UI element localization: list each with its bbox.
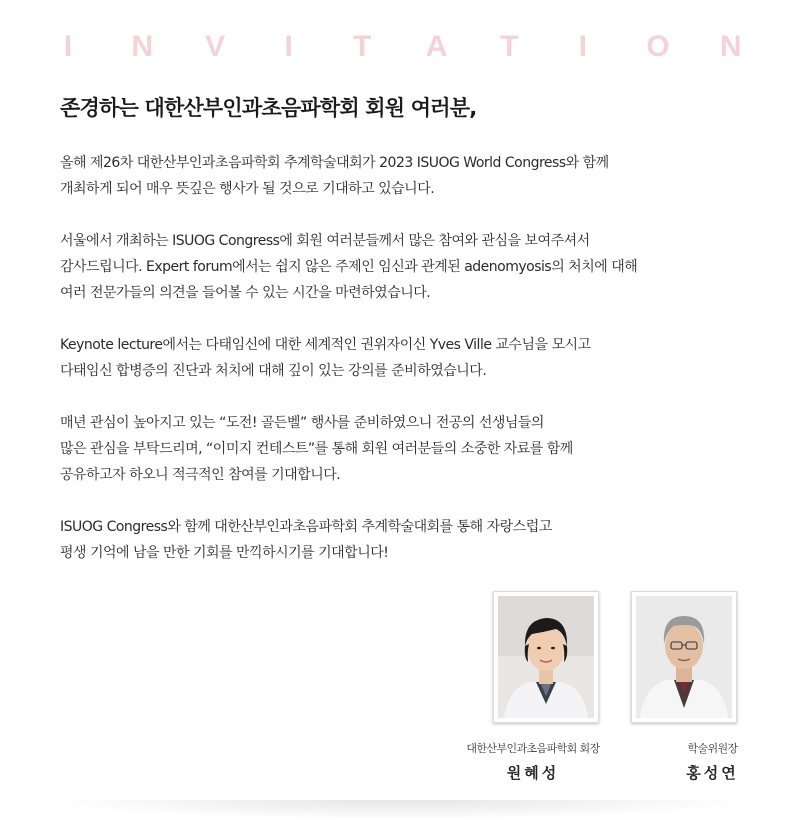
heading-letter: N [131,30,154,63]
text-line: 매년 관심이 높아지고 있는 “도전! 골든벨” 행사를 준비하였으니 전공의 선생님들의 [60,415,544,431]
portrait-image [636,596,732,718]
heading-letter: O [646,30,670,63]
paragraph [60,410,760,488]
paragraph [60,514,760,566]
invitation-heading [58,30,740,64]
heading-letter: I [578,30,587,63]
text-line: 평생 기억에 남을 만한 기회를 만끽하시기를 기대합니다! [60,545,389,561]
signatory-role: 학술위원장 [687,742,738,755]
text-line: 많은 관심을 부탁드리며, “이미지 컨테스트”를 통해 회원 여러분들의 소중한 자료를 함께 [60,441,573,457]
heading-letter: I [284,30,293,63]
heading-letter: N [719,30,742,63]
greeting-heading: 존경하는 대한산부인과초음파학회 회원 여러분, [60,96,477,120]
text-line: 개최하게 되어 매우 뜻깊은 행사가 될 것으로 기대하고 있습니다. [60,181,435,197]
letter-body [60,150,760,592]
text-line: 여러 전문가들의 의견을 들어볼 수 있는 시간을 마련하였습니다. [60,285,431,301]
committee-chair-caption [640,740,785,783]
bottom-shadow [40,800,760,820]
paragraph [60,150,760,202]
text-line: ISUOG Congress와 함께 대한산부인과초음파학회 추계학술대회를 통해 자랑스럽고 [60,519,552,535]
text-line: 서울에서 개최하는 ISUOG Congress에 회원 여러분들께서 많은 참여와 관심을 보여주셔서 [60,233,590,249]
committee-chair-photo [631,591,737,723]
paragraph [60,228,760,306]
president-caption [448,740,618,783]
heading-letter: T [353,30,372,63]
heading-letter: I [63,30,73,63]
heading-letter: T [500,30,519,63]
text-line: 감사드립니다. Expert forum에서는 쉽지 않은 주제인 임신과 관계된 adenomyosis의 처치에 대해 [60,259,638,275]
paragraph [60,332,760,384]
text-line: 다태임신 합병증의 진단과 처치에 대해 깊이 있는 강의를 준비하였습니다. [60,363,487,379]
text-line: Keynote lecture에서는 다태임신에 대한 세계적인 권위자이신 Yves Ville 교수님을 모시고 [60,337,591,353]
text-line: 올해 제26차 대한산부인과초음파학회 추계학술대회가 2023 ISUOG World Congress와 함께 [60,155,609,171]
heading-letter: A [425,30,448,63]
portrait-image [498,596,594,718]
text-line: 공유하고자 하오니 적극적인 참여를 기대합니다. [60,467,341,483]
signatory-role: 대한산부인과초음파학회 회장 [466,742,600,755]
heading-letter: V [205,30,226,63]
president-photo [493,591,599,723]
signatory-name: 원혜성 [506,764,560,782]
signatory-name: 홍성연 [686,764,739,782]
